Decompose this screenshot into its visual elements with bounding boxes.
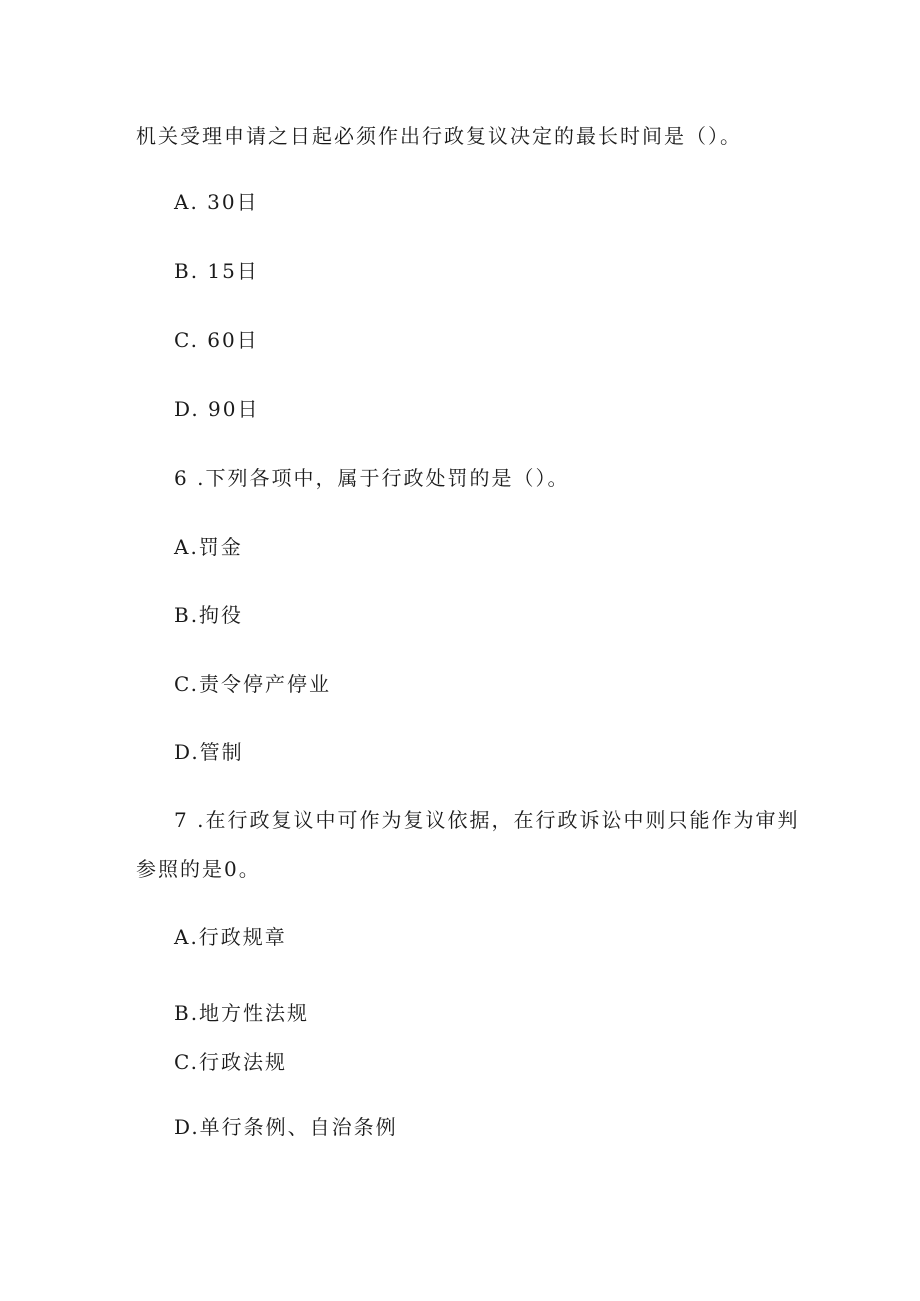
question-6-option-a: A.罚金 [174, 535, 243, 559]
question-5-option-a: A. 30日 [174, 190, 259, 214]
question-6-option-b: B.拘役 [174, 603, 244, 627]
question-7-option-c: C.行政法规 [174, 1050, 287, 1074]
question-7-option-a: A.行政规章 [174, 925, 287, 949]
question-6-option-c: C.责令停产停业 [174, 672, 331, 696]
question-5-option-c: C. 60日 [174, 328, 259, 352]
question-7-stem-line-2: 参照的是0。 [136, 857, 261, 881]
question-7-option-d: D.单行条例、自治条例 [174, 1115, 398, 1139]
question-5-option-b: B. 15日 [174, 259, 259, 283]
question-6-stem: 6 .下列各项中，属于行政处罚的是（）。 [174, 466, 570, 490]
question-5-option-d: D. 90日 [174, 397, 260, 421]
question-7-option-b: B.地方性法规 [174, 1001, 310, 1025]
question-7-stem-line-1: 7 .在行政复议中可作为复议依据，在行政诉讼中则只能作为审判 [174, 808, 800, 832]
question-5-stem: 机关受理申请之日起必须作出行政复议决定的最长时间是（）。 [136, 124, 742, 148]
question-6-option-d: D.管制 [174, 740, 244, 764]
